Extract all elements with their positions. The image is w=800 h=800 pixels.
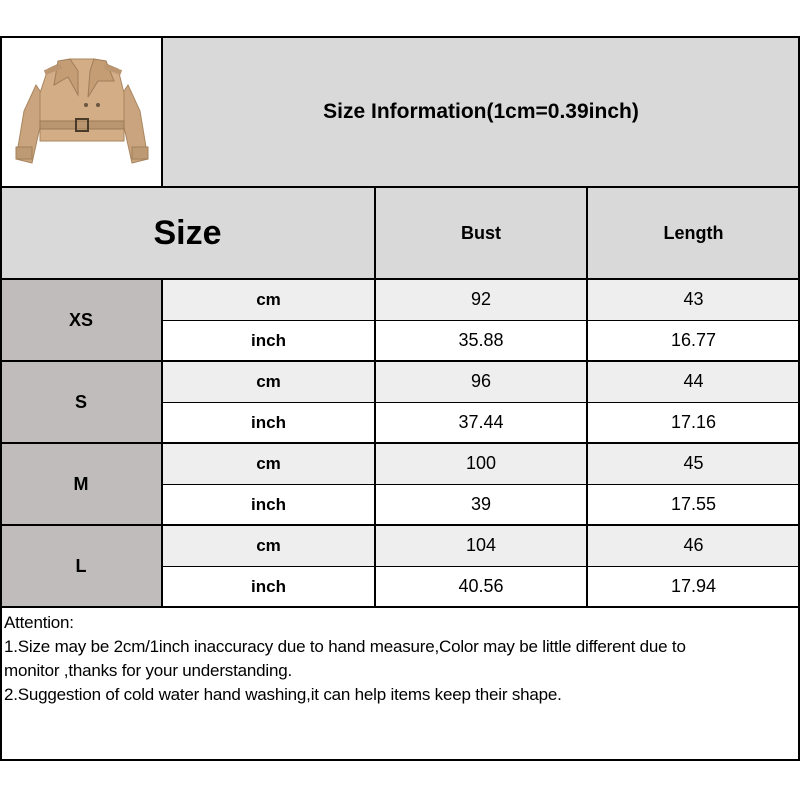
unit-label-inch: inch	[162, 320, 375, 361]
unit-label-cm: cm	[162, 361, 375, 402]
length-inch-value: 17.94	[587, 566, 800, 607]
attention-line-2: 2.Suggestion of cold water hand washing,it can help items keep their shape.	[4, 685, 562, 704]
length-cm-value: 45	[587, 443, 800, 484]
attention-line-1a: 1.Size may be 2cm/1inch inaccuracy due to hand measure,Color may be little different due to	[4, 637, 686, 656]
size-label-l: L	[0, 525, 162, 607]
bust-cm-value: 92	[375, 279, 587, 320]
attention-line-1b: monitor ,thanks for your understanding.	[4, 661, 292, 680]
bust-inch-value: 35.88	[375, 320, 587, 361]
page-title: Size Information(1cm=0.39inch)	[323, 100, 639, 123]
unit-label-inch: inch	[162, 484, 375, 525]
size-label-m: M	[0, 443, 162, 525]
length-cm-value: 43	[587, 279, 800, 320]
unit-label-cm: cm	[162, 279, 375, 320]
bust-cm-value: 96	[375, 361, 587, 402]
bust-cm-value: 104	[375, 525, 587, 566]
attention-notes	[4, 611, 798, 707]
bust-inch-value: 40.56	[375, 566, 587, 607]
cropped-trench-jacket-icon	[6, 41, 158, 183]
size-label-s: S	[0, 361, 162, 443]
bust-cm-value: 100	[375, 443, 587, 484]
product-image	[6, 41, 158, 183]
bust-inch-value: 39	[375, 484, 587, 525]
length-inch-value: 16.77	[587, 320, 800, 361]
size-label-xs: XS	[0, 279, 162, 361]
unit-label-inch: inch	[162, 566, 375, 607]
length-cm-value: 44	[587, 361, 800, 402]
length-inch-value: 17.16	[587, 402, 800, 443]
unit-label-inch: inch	[162, 402, 375, 443]
length-inch-value: 17.55	[587, 484, 800, 525]
unit-label-cm: cm	[162, 525, 375, 566]
size-column-header: Size	[0, 187, 375, 279]
length-cm-value: 46	[587, 525, 800, 566]
length-column-header: Length	[587, 187, 800, 279]
bust-column-header: Bust	[375, 187, 587, 279]
attention-heading: Attention:	[4, 613, 74, 632]
unit-label-cm: cm	[162, 443, 375, 484]
bust-inch-value: 37.44	[375, 402, 587, 443]
